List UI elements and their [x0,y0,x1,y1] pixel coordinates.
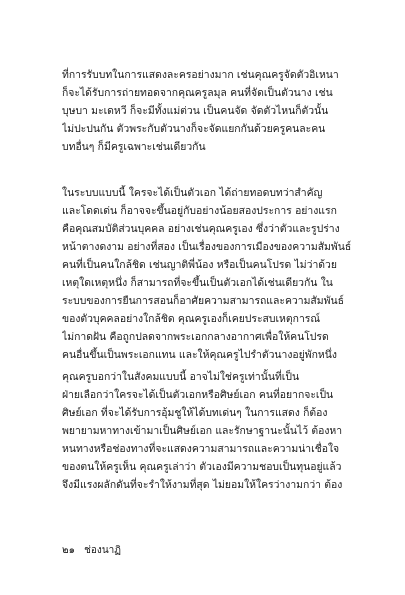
text-line: ศิษย์เอก ที่จะได้รับการอุ้มชูให้ได้บทเด่นๆ ในการแสดง ก็ต้อง [62,407,328,419]
text-line: จึงมีแรงผลักดันที่จะรำให้งามที่สุด ไม่ยอมให้ใครว่างามกว่า ต้อง [62,479,343,491]
text-line: หน้าตางดงาม อย่างที่สอง เป็นเรื่องของการเมืองของความสัมพันธ์ [62,241,352,253]
text-line: ที่การรับบทในการแสดงละครอย่างมาก เช่นคุณครูจัดตัวอิเหนา [62,69,339,81]
text-line: ไม่กาดฝัน คือถูกปลดจากพระเอกกลางอากาศเพื่อให้คนโปรด [62,331,329,343]
text-line: คนอื่นขึ้นเป็นพระเอกแทน และให้คุณครูไปรำตัวนางอยู่พักหนึ่ง [62,349,337,361]
page-number: ๒๑ [62,545,75,556]
paragraph-2 [62,184,362,364]
text-line: คนที่เป็นคนใกล้ชิด เช่นญาติพี่น้อง หรือเป็นคนโปรด ไม่ว่าด้วย [62,259,337,271]
text-line: ของตัวบุคคลอย่างใกล้ชิด คุณครูเองก็เคยประสบเหตุการณ์ [62,313,320,325]
text-line: คุณครูบอกว่าในสังคมแบบนี้ อาจไม่ใช่ครูเท่านั้นที่เป็น [62,371,300,383]
text-line: พยายามหาทางเข้ามาเป็นศิษย์เอก และรักษาฐานะนั้นไว้ ต้องหา [62,425,343,437]
text-line: ของตนให้ครูเห็น คุณครูเล่าว่า ตัวเองมีความชอบเป็นทุนอยู่แล้ว [62,461,342,473]
text-line: และโดดเด่น ก็อาจจะขึ้นอยู่กับอย่างน้อยสองประการ อย่างแรก [62,205,337,217]
text-line: เหตุใดเหตุหนึ่ง ก็สามารถที่จะขึ้นเป็นตัวเอกได้เช่นเดียวกัน ใน [62,277,333,289]
running-title: ช่องนาฏิ [84,545,121,556]
text-line: หนทางหรือช่องทางที่จะแสดงความสามารถและความน่าเชื่อใจ [62,443,340,455]
text-line: บทอื่นๆ ก็มีครูเฉพาะเช่นเดียวกัน [62,141,206,153]
text-line: ระบบของการยืนการสอนก็อาศัยความสามารถและความสัมพันธ์ [62,295,344,307]
text-line: ฝ่ายเลือกว่าใครจะได้เป็นตัวเอกหรือศิษย์เอก คนที่อยากจะเป็น [62,389,334,401]
paragraph-3 [62,368,362,494]
text-line: บุษบา มะเดหวี ก็จะมีทั้งแม่ต่วน เป็นคนจัด จัดตัวไหนก็ตัวนั้น [62,105,329,117]
paragraph-1 [62,66,362,156]
text-line: ในระบบแบบนี้ ใครจะได้เป็นตัวเอก ได้ถ่ายทอดบทว่าสำคัญ [62,187,323,199]
text-line: คือคุณสมบัติส่วนบุคคล อย่างเช่นคุณครูเอง ซึ่งว่าตัวและรูปร่าง [62,223,340,235]
page-footer [62,544,121,558]
text-line: ก็จะได้รับการถ่ายทอดจากคุณครูลมุล คนที่จัดเป็นตัวนาง เช่น [62,87,333,99]
text-line: ไม่ปะปนกัน ตัวพระกับตัวนางก็จะจัดแยกกันด้วยครูคนละคน [62,123,326,135]
